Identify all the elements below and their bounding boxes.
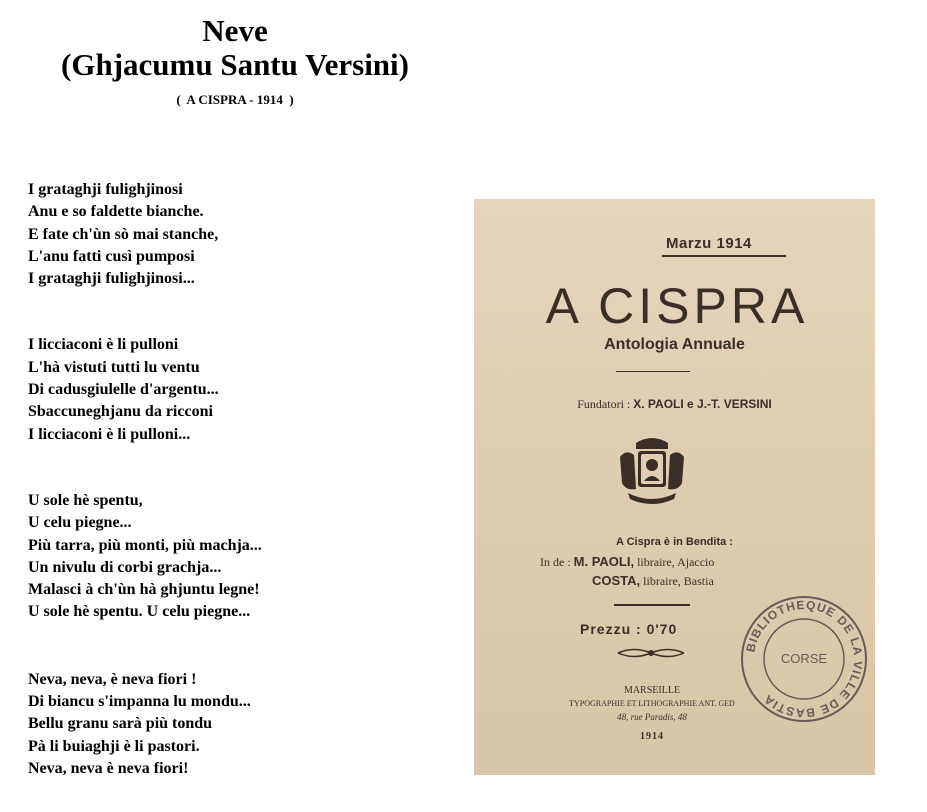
stamp-text: BIBLIOTHEQUE DE LA VILLE DE BASTIA	[743, 597, 866, 721]
printer-city: MARSEILLE	[623, 685, 681, 696]
cover-founders	[474, 397, 875, 412]
poem-line: L'anu fatti cusì pumposi	[28, 247, 195, 265]
poem-body	[28, 179, 448, 780]
poem-line: Anu e so faldette bianche.	[28, 203, 204, 221]
seller-name: M. PAOLI,	[573, 554, 635, 569]
poem-line: Di cadusgiulelle d'argentu...	[28, 381, 219, 399]
founders-names: X. PAOLI e J.-T. VERSINI	[633, 397, 772, 411]
poem-line: E fate ch'ùn sò mai stanche,	[28, 225, 219, 243]
poem-line: Bellu granu sarà più tondu	[28, 715, 213, 733]
seller-bastia	[592, 573, 714, 589]
stanza-3	[28, 490, 448, 624]
poem-line: L'hà vistuti tutti lu ventu	[28, 358, 200, 376]
seller-ajaccio	[540, 554, 714, 570]
cover-subtitle: Antologia Annuale	[604, 336, 745, 353]
poem-line: I grataghji fulighjinosi	[28, 181, 183, 198]
coat-of-arms-icon	[614, 435, 690, 511]
book-cover-image	[474, 199, 875, 775]
divider	[616, 371, 690, 372]
cover-title: A CISPRA	[545, 278, 809, 334]
poem-line: Più tarra, più monti, più machja...	[28, 536, 262, 554]
poem-line: Malasci à ch'ùn hà ghjuntu legne!	[28, 581, 260, 599]
poem-line: U celu piegne...	[28, 514, 132, 532]
poem-line: Neva, neva è neva fiori!	[28, 759, 189, 777]
date-underline	[662, 255, 786, 257]
seller-name: COSTA,	[592, 573, 641, 588]
poem-line: U sole hè spentu,	[28, 491, 143, 509]
poem-line: U sole hè spentu. U celu piegne...	[28, 603, 251, 621]
stanza-2	[28, 334, 448, 445]
seller-prefix: In de :	[540, 555, 571, 569]
poem-author: (Ghjacumu Santu Versini)	[61, 47, 409, 82]
poem-line: Neva, neva, è neva fiori !	[28, 670, 197, 688]
poem-line: I grataghji fulighjinosi...	[28, 270, 195, 288]
founders-label: Fundatori :	[577, 397, 631, 411]
poem-source: ( A CISPRA - 1914 )	[176, 92, 294, 107]
poem-line: Di biancu s'impanna lu mondu...	[28, 693, 251, 711]
header	[20, 14, 450, 108]
poem-title: Neve	[202, 13, 268, 48]
seller-location: libraire, Ajaccio	[637, 555, 715, 569]
stanza-1	[28, 179, 448, 290]
poem-line: I licciaconi è li pulloni	[28, 336, 179, 354]
printer-name: TYPOGRAPHIE ET LITHOGRAPHIE ANT. GED	[569, 699, 735, 708]
poem-line: Sbaccuneghjanu da ricconi	[28, 403, 213, 421]
printer-address: 48, rue Paradis, 48	[617, 712, 687, 722]
library-stamp-icon	[738, 593, 870, 725]
poem-line: I licciaconi è li pulloni...	[28, 425, 191, 443]
cover-price: Prezzu : 0'70	[580, 621, 678, 637]
cover-date: Marzu 1914	[666, 235, 752, 252]
ornament-icon	[616, 646, 686, 660]
stanza-4	[28, 669, 448, 780]
poem-line: Pà li buiaghji è li pastori.	[28, 737, 200, 755]
poem-line: Un nivulu di corbi grachja...	[28, 558, 222, 576]
cover-year: 1914	[640, 731, 664, 742]
divider	[614, 604, 690, 606]
stamp-center: CORSE	[780, 651, 828, 666]
sale-line: A Cispra è in Bendita :	[616, 536, 733, 548]
seller-location: libraire, Bastia	[643, 574, 714, 588]
